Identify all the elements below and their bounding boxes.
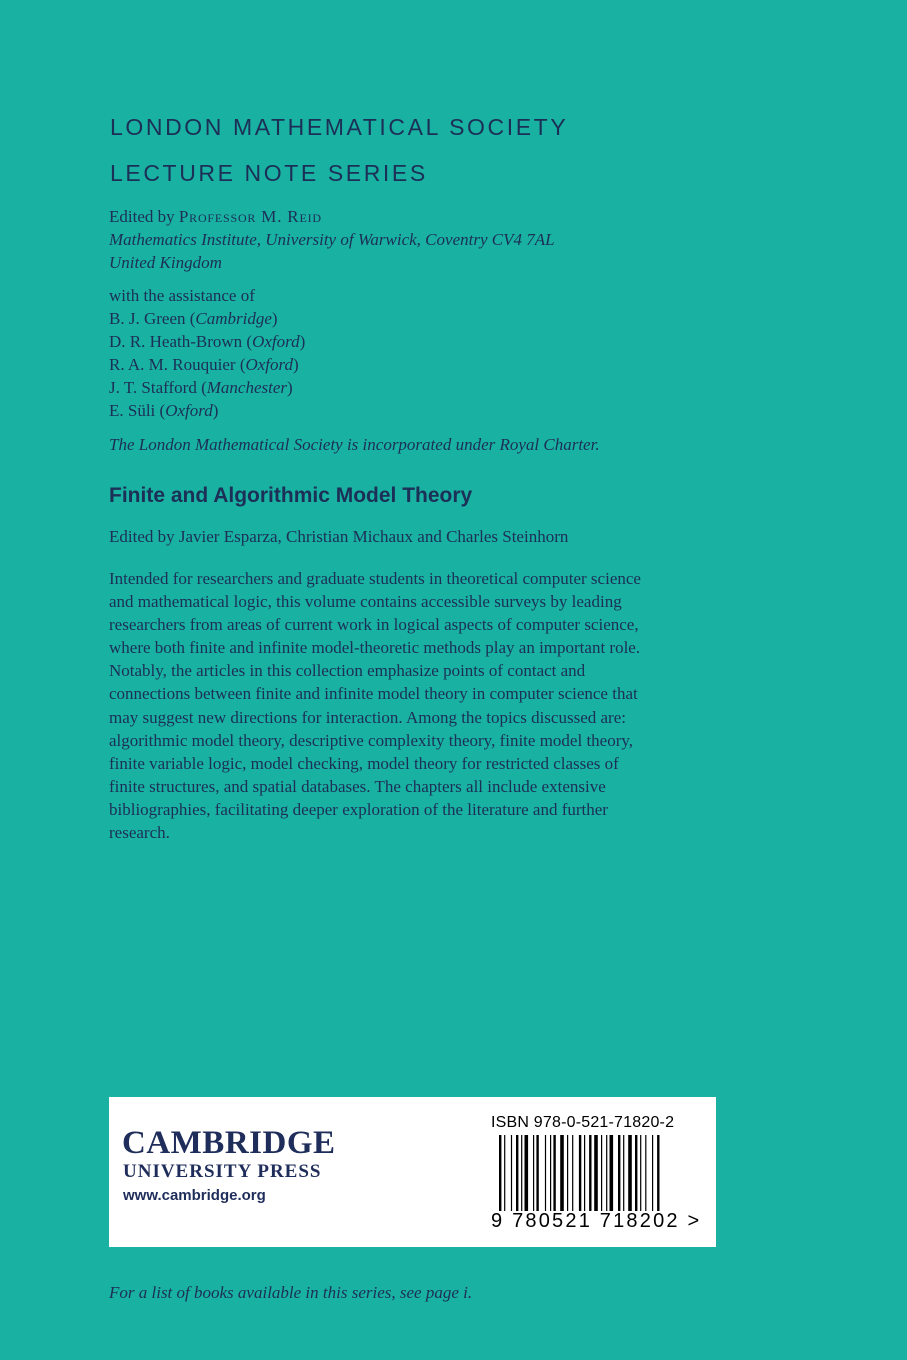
description-line: algorithmic model theory, descriptive complexity theory, finite model theory, bbox=[109, 730, 634, 750]
charter-note: The London Mathematical Society is incorporated under Royal Charter. bbox=[109, 435, 600, 454]
publisher-url: www.cambridge.org bbox=[123, 1187, 266, 1204]
assistant-item: R. A. M. Rouquier (Oxford) bbox=[109, 355, 299, 374]
description-line: finite variable logic, model checking, model theory for restricted classes of bbox=[109, 753, 619, 773]
barcode-icon bbox=[499, 1135, 699, 1211]
series-editor bbox=[109, 205, 322, 228]
assistant-item: D. R. Heath-Brown (Oxford) bbox=[109, 332, 306, 351]
editor-name: Professor M. Reid bbox=[178, 207, 322, 226]
assistant-place: Oxford bbox=[252, 332, 300, 351]
description-line: research. bbox=[109, 823, 170, 843]
assistant-name: E. Süli bbox=[109, 401, 156, 420]
assistance-heading: with the assistance of bbox=[109, 286, 255, 305]
assistant-name: D. R. Heath-Brown bbox=[109, 332, 243, 351]
description-line: Notably, the articles in this collection emphasize points of contact and bbox=[109, 661, 586, 681]
assistant-place: Cambridge bbox=[195, 309, 272, 328]
assistant-place: Oxford bbox=[165, 401, 213, 420]
book-editors: Edited by Javier Esparza, Christian Michaux and Charles Steinhorn bbox=[109, 527, 569, 546]
description-line: researchers from areas of current work in logical aspects of computer science, bbox=[109, 615, 639, 635]
assistant-item: B. J. Green (Cambridge) bbox=[109, 309, 278, 328]
series-title-line1: LONDON MATHEMATICAL SOCIETY bbox=[110, 114, 569, 140]
assistant-place: Manchester bbox=[206, 378, 288, 397]
book-title: Finite and Algorithmic Model Theory bbox=[109, 484, 473, 507]
series-footer-note: For a list of books available in this series, see page i. bbox=[109, 1283, 473, 1302]
description-line: may suggest new directions for interaction. Among the topics discussed are: bbox=[109, 707, 626, 727]
assistant-name: J. T. Stafford bbox=[109, 378, 197, 397]
description-line: bibliographies, facilitating deeper exploration of the literature and further bbox=[109, 799, 608, 819]
assistant-place: Oxford bbox=[245, 355, 294, 374]
description-line: finite structures, and spatial databases. The chapters all include extensive bbox=[109, 776, 606, 796]
series-title-line2: LECTURE NOTE SERIES bbox=[110, 160, 428, 186]
description-line: where both finite and infinite model-theoretic methods play an important role. bbox=[109, 638, 641, 658]
publisher-logo-name: CAMBRIDGE bbox=[122, 1125, 336, 1161]
assistant-name: B. J. Green bbox=[109, 309, 186, 328]
book-description bbox=[109, 567, 709, 844]
description-line: connections between finite and infinite model theory in computer science that bbox=[109, 684, 638, 704]
editor-affiliation-line1: Mathematics Institute, University of Warwick, Coventry CV4 7AL bbox=[109, 230, 555, 249]
isbn-digits: 9 780521 718202 > bbox=[491, 1210, 702, 1232]
assistant-item: J. T. Stafford (Manchester) bbox=[109, 378, 293, 397]
publisher-barcode-panel bbox=[109, 1097, 716, 1247]
publisher-logo-press: UNIVERSITY PRESS bbox=[123, 1161, 322, 1182]
editor-prefix: Edited by bbox=[109, 207, 179, 226]
description-line: and mathematical logic, this volume contains accessible surveys by leading bbox=[109, 592, 622, 612]
assistant-item: E. Süli (Oxford) bbox=[109, 401, 219, 420]
isbn-label: ISBN 978-0-521-71820-2 bbox=[491, 1114, 675, 1131]
description-line: Intended for researchers and graduate students in theoretical computer science bbox=[109, 569, 641, 588]
editor-affiliation-line2: United Kingdom bbox=[109, 253, 222, 272]
assistant-name: R. A. M. Rouquier bbox=[109, 355, 236, 374]
